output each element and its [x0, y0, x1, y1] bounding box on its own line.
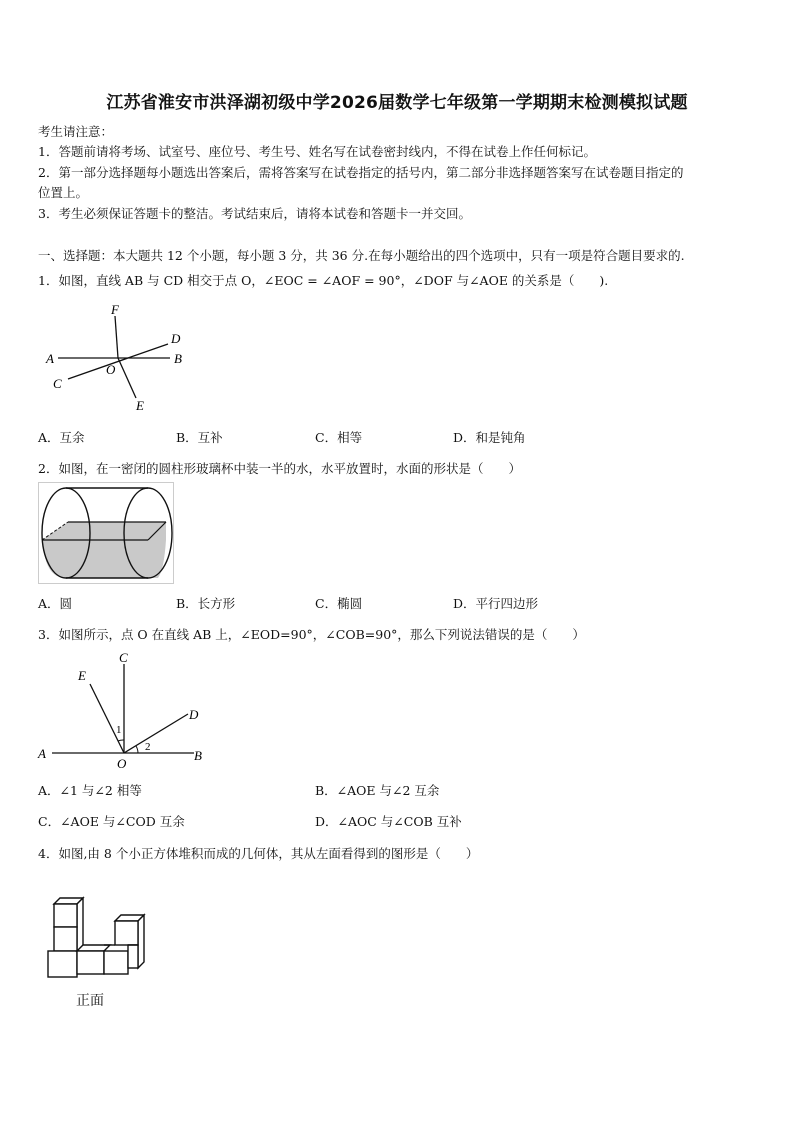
- question-2-stem: 2．如图，在一密闭的圆柱形玻璃杯中装一半的水，水平放置时，水面的形状是（ ）: [38, 461, 521, 476]
- section-heading: 一、选择题：本大题共 12 个小题，每小题 3 分，共 36 分.在每小题给出的四个选项中，只有一项是符合题目要求的.: [38, 248, 685, 263]
- cube-front-face: [54, 927, 77, 951]
- q2-option-b: B．长方形: [176, 596, 236, 611]
- label-b: B: [174, 351, 182, 366]
- notice-item-2: 2．第一部分选择题每小题选出答案后，需将答案写在试卷指定的括号内，第二部分非选择题答案写在试卷题目指定的: [38, 165, 684, 180]
- cube-front-face: [48, 951, 77, 977]
- cube-top-face: [77, 945, 110, 951]
- cube-front-face: [115, 921, 138, 945]
- q1-option-a: A．互余: [38, 430, 85, 445]
- ray-od: [124, 714, 188, 753]
- question-1-stem: 1．如图，直线 AB 与 CD 相交于点 O，∠EOC = ∠AOF = 90°，∠DOF 与∠AOE 的关系是（ ).: [38, 273, 609, 288]
- label-e: E: [136, 398, 144, 413]
- q2-option-c: C．椭圆: [315, 596, 363, 611]
- ray-oe: [90, 684, 124, 753]
- label-d: D: [189, 707, 199, 722]
- q2-option-d: D．平行四边形: [453, 596, 539, 611]
- cube-front-face: [54, 904, 77, 927]
- label-c: C: [119, 650, 128, 665]
- q3-option-c: C．∠AOE 与∠COD 互余: [38, 814, 185, 829]
- notice-heading: 考生请注意：: [38, 124, 114, 139]
- question-1-figure: [40, 300, 200, 415]
- label-c: C: [53, 376, 62, 391]
- label-d: D: [171, 331, 181, 346]
- label-o: O: [106, 362, 116, 377]
- label-angle-2: 2: [145, 741, 151, 753]
- water-region: [42, 522, 166, 578]
- q1-option-d: D．和是钝角: [453, 430, 526, 445]
- question-2-figure: [38, 482, 174, 584]
- page-title: 江苏省淮安市洪泽湖初级中学2026届数学七年级第一学期期末检测模拟试题: [106, 93, 688, 113]
- question-4-stem: 4．如图,由 8 个小正方体堆积而成的几何体，其从左面看得到的图形是（ ）: [38, 846, 479, 861]
- figure-caption: 正面: [76, 993, 104, 1009]
- q2-option-a: A．圆: [38, 596, 73, 611]
- notice-item-1: 1．答题前请将考场、试室号、座位号、考生号、姓名写在试卷密封线内，不得在试卷上作任何标记。: [38, 144, 596, 159]
- label-a: A: [38, 746, 46, 761]
- q1-option-b: B．互补: [176, 430, 223, 445]
- q1-option-c: C．相等: [315, 430, 363, 445]
- label-a: A: [46, 351, 54, 366]
- cube-front-face: [128, 945, 138, 968]
- question-3-figure: [34, 646, 214, 770]
- angle-2-arc: [136, 746, 138, 753]
- q3-option-b: B．∠AOE 与∠2 互余: [315, 783, 440, 798]
- notice-item-3: 3．考生必须保证答题卡的整洁。考试结束后，请将本试卷和答题卡一并交回。: [38, 206, 471, 221]
- ray-oe: [118, 358, 136, 398]
- cube-front-face: [77, 951, 104, 974]
- q3-option-a: A．∠1 与∠2 相等: [38, 783, 142, 798]
- cube-side-face: [138, 915, 144, 968]
- notice-item-2-cont: 位置上。: [38, 185, 89, 200]
- label-angle-1: 1: [116, 724, 122, 736]
- label-e: E: [78, 668, 86, 683]
- question-3-stem: 3．如图所示，点 O 在直线 AB 上，∠EOD=90°，∠COB=90°，那么下列说法错误的是（ ）: [38, 627, 585, 642]
- label-o: O: [117, 756, 127, 770]
- q3-option-d: D．∠AOC 与∠COB 互补: [315, 814, 462, 829]
- label-f: F: [111, 302, 119, 317]
- angle-1-arc: [118, 740, 124, 741]
- cube-front-face: [104, 951, 128, 974]
- ray-of: [115, 316, 118, 358]
- label-b: B: [194, 748, 202, 763]
